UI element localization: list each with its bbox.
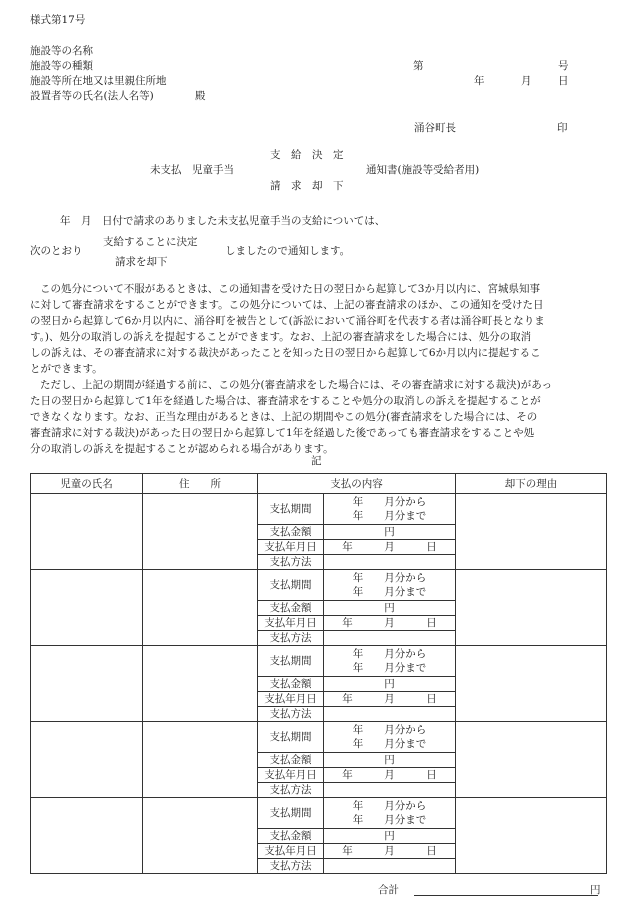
- child-name-cell[interactable]: [31, 494, 143, 570]
- method-value[interactable]: [324, 859, 456, 874]
- header-address: 住 所: [143, 474, 258, 494]
- child-name-cell[interactable]: [31, 798, 143, 874]
- title-right: 通知書(施設等受給者用): [366, 164, 480, 176]
- doc-number-suffix: 号: [558, 60, 569, 72]
- amount-label: 支払金額: [258, 601, 324, 616]
- date-month: 月: [521, 75, 532, 87]
- method-value[interactable]: [324, 783, 456, 798]
- period-to: 年 月分まで: [352, 662, 427, 674]
- title-top: 支 給 決 定: [270, 149, 344, 161]
- method-label: 支払方法: [258, 707, 324, 722]
- header-rejection-reason: 却下の理由: [456, 474, 607, 494]
- form-number: 様式第17号: [30, 14, 86, 26]
- issuer-name: 涌谷町長: [414, 122, 456, 134]
- period-label: 支払期間: [258, 798, 324, 829]
- facility-name-label: 施設等の名称: [30, 45, 93, 57]
- total-unit: 円: [590, 884, 601, 896]
- notice-line: ただし、上記の期間が経過する前に、この処分(審査請求をした場合には、その審査請求に対する裁決)があっ: [40, 379, 553, 391]
- period-from: 年 月分から: [352, 572, 427, 584]
- date-year: 年: [474, 75, 485, 87]
- header-child-name: 児童の氏名: [31, 474, 143, 494]
- table-row: [31, 646, 607, 677]
- period-from: 年 月分から: [352, 800, 427, 812]
- amount-unit[interactable]: 円: [324, 601, 456, 616]
- honorific: 殿: [195, 90, 206, 102]
- amount-unit[interactable]: 円: [324, 525, 456, 540]
- rejection-reason-cell[interactable]: [456, 722, 607, 798]
- rejection-reason-cell[interactable]: [456, 646, 607, 722]
- period-label: 支払期間: [258, 570, 324, 601]
- table-row: [31, 722, 607, 753]
- facility-type-label: 施設等の種類: [30, 60, 93, 72]
- address-cell[interactable]: [143, 494, 258, 570]
- pay-date-value[interactable]: 年 月 日: [324, 616, 456, 631]
- pay-date-label: 支払年月日: [258, 540, 324, 555]
- period-value[interactable]: [324, 646, 456, 677]
- doc-number-prefix: 第: [413, 60, 424, 72]
- method-value[interactable]: [324, 555, 456, 570]
- pay-date-value[interactable]: 年 月 日: [324, 692, 456, 707]
- ki-heading: 記: [311, 455, 322, 467]
- address-cell[interactable]: [143, 722, 258, 798]
- amount-label: 支払金額: [258, 753, 324, 768]
- address-cell[interactable]: [143, 646, 258, 722]
- payment-table: [30, 473, 607, 874]
- notice-paragraph-2: [30, 377, 606, 457]
- period-label: 支払期間: [258, 646, 324, 677]
- intro-line1: 年 月 日付で請求のありました未支払児童手当の支給については、: [60, 215, 386, 227]
- period-value[interactable]: [324, 494, 456, 525]
- header-payment-content: 支払の内容: [258, 474, 456, 494]
- notice-line: とができます。: [30, 363, 103, 375]
- amount-label: 支払金額: [258, 677, 324, 692]
- table-row: [31, 798, 607, 829]
- period-label: 支払期間: [258, 722, 324, 753]
- amount-unit[interactable]: 円: [324, 753, 456, 768]
- rejection-reason-cell[interactable]: [456, 570, 607, 646]
- notice-line: す。)、処分の取消しの訴えを提起することができます。なお、上記の審査請求をした場合には、処分の取消: [30, 331, 532, 343]
- child-name-cell[interactable]: [31, 646, 143, 722]
- method-label: 支払方法: [258, 859, 324, 874]
- pay-date-label: 支払年月日: [258, 768, 324, 783]
- method-value[interactable]: [324, 707, 456, 722]
- period-to: 年 月分まで: [352, 586, 427, 598]
- notice-line: の翌日から起算して6か月以内に、涌谷町を被告として(訴訟において涌谷町を代表する者は涌谷町長となりま: [30, 315, 545, 327]
- pay-date-value[interactable]: 年 月 日: [324, 768, 456, 783]
- notice-line: に対して審査請求をすることができます。この処分については、上記の審査請求のほか、この通知を受けた日: [30, 299, 544, 311]
- period-to: 年 月分まで: [352, 510, 427, 522]
- total-underline[interactable]: [414, 895, 598, 896]
- period-from: 年 月分から: [352, 724, 427, 736]
- amount-label: 支払金額: [258, 829, 324, 844]
- intro-option1: 支給することに決定: [103, 236, 198, 248]
- period-from: 年 月分から: [352, 648, 427, 660]
- notice-line: 分の取消しの訴えを提起することが認められる場合があります。: [30, 443, 334, 455]
- notice-line: できなくなります。なお、正当な理由があるときは、上記の期間やこの処分(審査請求をした場合には、その: [30, 411, 538, 423]
- establisher-label: 設置者等の氏名(法人名等): [30, 90, 154, 102]
- facility-address-label: 施設等所在地又は里親住所地: [30, 75, 167, 87]
- issuer-seal: 印: [557, 122, 568, 134]
- pay-date-label: 支払年月日: [258, 616, 324, 631]
- period-value[interactable]: [324, 798, 456, 829]
- address-cell[interactable]: [143, 798, 258, 874]
- method-value[interactable]: [324, 631, 456, 646]
- child-name-cell[interactable]: [31, 570, 143, 646]
- amount-label: 支払金額: [258, 525, 324, 540]
- period-to: 年 月分まで: [352, 814, 427, 826]
- method-label: 支払方法: [258, 631, 324, 646]
- period-value[interactable]: [324, 722, 456, 753]
- rejection-reason-cell[interactable]: [456, 494, 607, 570]
- method-label: 支払方法: [258, 555, 324, 570]
- pay-date-value[interactable]: 年 月 日: [324, 844, 456, 859]
- amount-unit[interactable]: 円: [324, 829, 456, 844]
- total-label: 合計: [378, 884, 399, 896]
- notice-line: しの訴えは、その審査請求に対する裁決があったことを知った日の翌日から起算して6か月以内に提起するこ: [30, 347, 541, 359]
- period-label: 支払期間: [258, 494, 324, 525]
- pay-date-label: 支払年月日: [258, 692, 324, 707]
- notice-line: この処分について不服があるときは、この通知書を受けた日の翌日から起算して3か月以内に、宮城県知事: [40, 283, 540, 295]
- period-from: 年 月分から: [352, 496, 427, 508]
- title-bottom: 請 求 却 下: [270, 180, 344, 192]
- pay-date-value[interactable]: 年 月 日: [324, 540, 456, 555]
- rejection-reason-cell[interactable]: [456, 798, 607, 874]
- child-name-cell[interactable]: [31, 722, 143, 798]
- intro-prefix: 次のとおり: [30, 245, 83, 257]
- intro-suffix: しましたので通知します。: [225, 245, 351, 257]
- date-day: 日: [558, 75, 569, 87]
- notice-paragraph-1: [30, 281, 606, 377]
- method-label: 支払方法: [258, 783, 324, 798]
- period-value[interactable]: [324, 570, 456, 601]
- notice-line: た日の翌日から起算して1年を経過した場合は、審査請求をすることや処分の取消しの訴えを提起することが: [30, 395, 541, 407]
- table-row: [31, 494, 607, 525]
- amount-unit[interactable]: 円: [324, 677, 456, 692]
- notice-line: 審査請求に対する裁決)があった日の翌日から起算して1年を経過した後であっても審査請求をすることや処: [30, 427, 535, 439]
- title-left: 未支払 児童手当: [150, 164, 234, 176]
- address-cell[interactable]: [143, 570, 258, 646]
- table-header-row: [31, 474, 607, 494]
- period-to: 年 月分まで: [352, 738, 427, 750]
- table-row: [31, 570, 607, 601]
- pay-date-label: 支払年月日: [258, 844, 324, 859]
- intro-option2: 請求を却下: [115, 256, 168, 268]
